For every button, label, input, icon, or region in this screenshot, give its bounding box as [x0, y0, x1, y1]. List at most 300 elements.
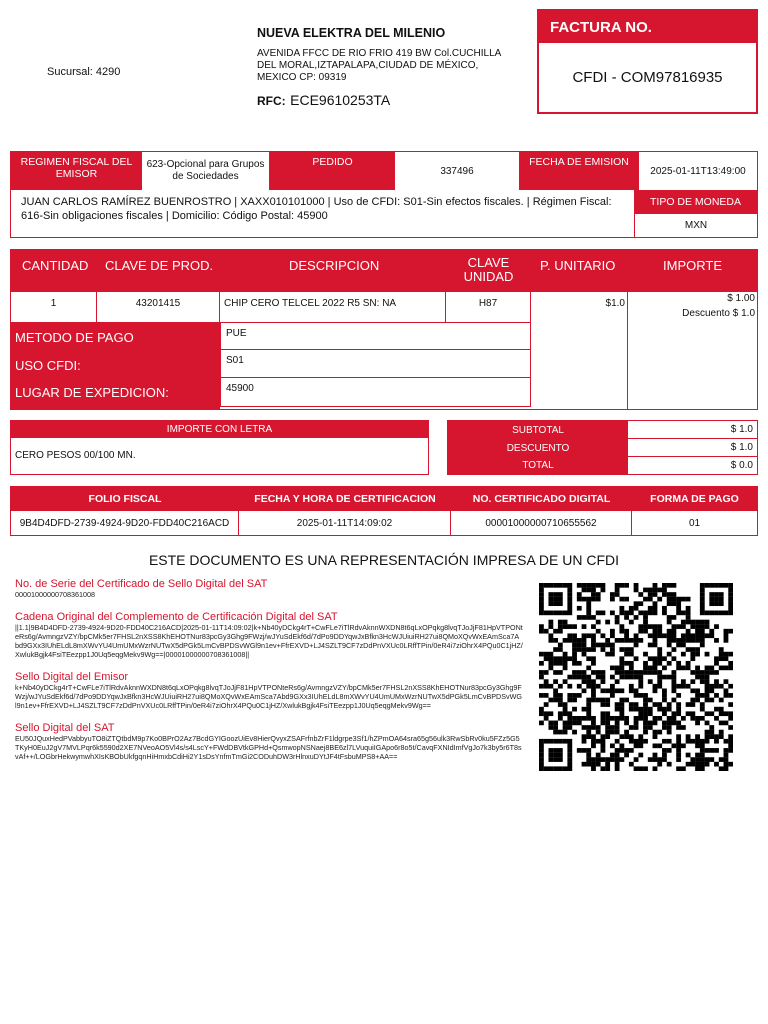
qr-module [700, 766, 705, 771]
qr-module [657, 588, 662, 593]
total-value: $ 0.0 [730, 460, 753, 471]
qr-module [671, 624, 676, 629]
qr-module [577, 583, 582, 588]
qr-module [638, 766, 643, 771]
qr-module [728, 725, 733, 730]
qr-module [619, 688, 624, 693]
qr-module [596, 730, 601, 735]
qr-module [686, 734, 691, 739]
qr-module [629, 620, 634, 625]
row-descuento: Descuento $ 1.0 [682, 308, 755, 319]
qr-module [676, 739, 681, 744]
qr-module [690, 739, 695, 744]
customer-text: JUAN CARLOS RAMÍREZ BUENROSTRO | XAXX010101000 | Uso de CFDI: S01-Sin efectos fiscales. | Régimen Fiscal: 616-Sin obligaciones fiscales | Domicilio: Código Postal: 45900 [21, 196, 612, 222]
qr-module [643, 666, 648, 671]
qr-module [728, 693, 733, 698]
qr-module [605, 734, 610, 739]
qr-module [653, 734, 658, 739]
qr-module [548, 638, 553, 643]
cert-header-forma: FORMA DE PAGO [650, 493, 739, 505]
qr-module [705, 721, 710, 726]
qr-module [671, 688, 676, 693]
qr-module [690, 688, 695, 693]
qr-module [634, 716, 639, 721]
qr-module [676, 624, 681, 629]
qr-module [690, 711, 695, 716]
serie-title: No. de Serie del Certificado de Sello Digital del SAT [15, 578, 268, 590]
qr-module [690, 679, 695, 684]
qr-module [676, 753, 681, 758]
qr-module [563, 702, 568, 707]
qr-module [657, 757, 662, 762]
qr-module [548, 748, 553, 753]
qr-module [676, 597, 681, 602]
qr-module [643, 766, 648, 771]
qr-module [662, 606, 667, 611]
qr-module [629, 647, 634, 652]
qr-module [601, 643, 606, 648]
qr-module [558, 592, 563, 597]
qr-module [539, 592, 544, 597]
qr-module [709, 633, 714, 638]
qr-module [705, 748, 710, 753]
qr-module [605, 652, 610, 657]
qr-module [610, 629, 615, 634]
qr-module [586, 679, 591, 684]
qr-module [643, 661, 648, 666]
qr-module [624, 753, 629, 758]
qr-module [648, 757, 653, 762]
qr-module [634, 707, 639, 712]
qr-module [705, 675, 710, 680]
qr-module [681, 684, 686, 689]
qr-module [667, 620, 672, 625]
qr-module [719, 647, 724, 652]
qr-module [705, 620, 710, 625]
qr-module [586, 707, 591, 712]
qr-module [586, 730, 591, 735]
qr-module [705, 679, 710, 684]
qr-module [671, 633, 676, 638]
qr-module [662, 698, 667, 703]
qr-module [671, 615, 676, 620]
qr-module [577, 592, 582, 597]
qr-module [563, 583, 568, 588]
qr-module [629, 748, 634, 753]
qr-module [662, 656, 667, 661]
qr-module [577, 606, 582, 611]
metodo-label: METODO DE PAGO [15, 330, 134, 345]
qr-module [586, 647, 591, 652]
qr-module [553, 629, 558, 634]
qr-module [615, 766, 620, 771]
qr-module [705, 633, 710, 638]
qr-module [638, 679, 643, 684]
sat-title: Sello Digital del SAT [15, 722, 115, 734]
qr-module [643, 730, 648, 735]
qr-module [662, 707, 667, 712]
qr-module [544, 583, 549, 588]
qr-module [648, 588, 653, 593]
qr-module [563, 666, 568, 671]
qr-module [624, 583, 629, 588]
qr-module [719, 711, 724, 716]
cert-header-certificado: NO. CERTIFICADO DIGITAL [472, 493, 611, 505]
amount-words-box [10, 420, 429, 475]
subtotal-label: SUBTOTAL [512, 424, 564, 436]
qr-module [596, 725, 601, 730]
qr-module [539, 762, 544, 767]
qr-module [634, 638, 639, 643]
qr-module [695, 652, 700, 657]
qr-module [634, 601, 639, 606]
qr-module [558, 661, 563, 666]
qr-module [567, 757, 572, 762]
currency-label: TIPO DE MONEDA [634, 190, 757, 214]
qr-module [558, 656, 563, 661]
qr-module [648, 670, 653, 675]
qr-module [653, 656, 658, 661]
descuento-value: $ 1.0 [628, 439, 757, 457]
qr-module [724, 611, 729, 616]
qr-module [596, 583, 601, 588]
qr-module [558, 693, 563, 698]
qr-module [596, 643, 601, 648]
qr-module [634, 702, 639, 707]
qr-module [572, 716, 577, 721]
qr-module [714, 716, 719, 721]
qr-module [686, 633, 691, 638]
qr-module [567, 762, 572, 767]
qr-module [605, 620, 610, 625]
qr-module [586, 702, 591, 707]
qr-module [728, 684, 733, 689]
qr-module [648, 611, 653, 616]
qr-module [548, 757, 553, 762]
qr-module [728, 652, 733, 657]
qr-module [667, 592, 672, 597]
qr-module [662, 757, 667, 762]
qr-module [582, 633, 587, 638]
qr-module [695, 698, 700, 703]
qr-module [638, 739, 643, 744]
currency-value: MXN [634, 214, 757, 237]
qr-module [567, 698, 572, 703]
qr-module [653, 670, 658, 675]
qr-module [667, 725, 672, 730]
qr-module [591, 638, 596, 643]
qr-module [582, 624, 587, 629]
qr-module [605, 643, 610, 648]
qr-module [657, 743, 662, 748]
qr-module [615, 688, 620, 693]
qr-module [695, 629, 700, 634]
qr-module [643, 716, 648, 721]
qr-module [548, 739, 553, 744]
qr-module [643, 725, 648, 730]
qr-module [586, 583, 591, 588]
qr-module [610, 725, 615, 730]
qr-module [695, 762, 700, 767]
qr-module [634, 757, 639, 762]
qr-module [572, 656, 577, 661]
qr-module [709, 711, 714, 716]
qr-module [686, 684, 691, 689]
qr-module [709, 688, 714, 693]
qr-module [539, 624, 544, 629]
qr-module [657, 633, 662, 638]
qr-module [563, 679, 568, 684]
qr-module [671, 601, 676, 606]
qr-module [624, 661, 629, 666]
qr-module [719, 730, 724, 735]
qr-module [724, 688, 729, 693]
table-row [11, 292, 757, 322]
qr-module [619, 743, 624, 748]
qr-module [624, 638, 629, 643]
qr-module [671, 675, 676, 680]
qr-module [700, 592, 705, 597]
qr-module [582, 652, 587, 657]
qr-module [700, 702, 705, 707]
qr-module [553, 766, 558, 771]
qr-module [601, 711, 606, 716]
qr-module [634, 588, 639, 593]
qr-module [586, 762, 591, 767]
qr-module [657, 675, 662, 680]
qr-module [648, 666, 653, 671]
qr-module [582, 615, 587, 620]
qr-module [567, 624, 572, 629]
qr-module [709, 725, 714, 730]
qr-module [553, 647, 558, 652]
qr-module [591, 679, 596, 684]
qr-module [705, 757, 710, 762]
qr-module [553, 638, 558, 643]
invoice-box [537, 9, 758, 114]
qr-module [596, 675, 601, 680]
qr-module [567, 606, 572, 611]
qr-module [539, 601, 544, 606]
qr-module [553, 725, 558, 730]
qr-module [709, 666, 714, 671]
qr-module [582, 748, 587, 753]
qr-module [591, 643, 596, 648]
qr-module [724, 693, 729, 698]
qr-module [619, 757, 624, 762]
qr-module [719, 656, 724, 661]
qr-module [648, 606, 653, 611]
qr-module [705, 734, 710, 739]
header-clave-prod: CLAVE DE PROD. [105, 258, 214, 273]
qr-module [728, 588, 733, 593]
qr-module [544, 711, 549, 716]
qr-module [638, 711, 643, 716]
qr-module [548, 753, 553, 758]
emisor-title: Sello Digital del Emisor [15, 671, 129, 683]
qr-module [610, 743, 615, 748]
qr-module [586, 597, 591, 602]
qr-module [638, 675, 643, 680]
qr-module [714, 748, 719, 753]
qr-module [553, 688, 558, 693]
qr-module [728, 629, 733, 634]
cadena-value: ||1.1|9B4D4DFD-2739-4924-9D20-FDD40C216ACD|2025-01-11T14:09:02|k+Nb40yDCkg4rT+CwFLe7iTlRdvAknnWXDN8t6qLxOPqkg8lvqTJoJjF81HpVTPONteRs6g/AvmngzVZY/bpCMk5er7FHSL2nXSS8KhEHOTNur83pcGy3Ghg9FWzj/wJYuSdEkf6d/7dPo9DDYqwJxBfkn3HcWJUiuiRH27ui8QMoXQvWxEAmSca7Abd9GXx3IUhELdL8mXWvYU4UmUMxWzrNUTwX5dPGk5LmCvBPDSvWGl9n1ev+FfrEXVD+LJ4SZLT9CF7zDdPnVXUc0LRffTPin/0eR4i7ziOhrX4PQu0C1jHZ/XwlukBgjk4FsiTEezpp1J0Uq5eqgMekv9Wg==|00001000000708361008|| [15, 623, 523, 659]
qr-module [572, 638, 577, 643]
qr-module [634, 656, 639, 661]
cert-value-fecha: 2025-01-11T14:09:02 [239, 511, 451, 535]
qr-module [558, 629, 563, 634]
invoice-number: CFDI - COM97816935 [572, 69, 723, 86]
qr-module [700, 643, 705, 648]
qr-module [582, 597, 587, 602]
qr-module [657, 652, 662, 657]
qr-module [719, 707, 724, 712]
qr-module [567, 711, 572, 716]
qr-module [709, 583, 714, 588]
company-name: NUEVA ELEKTRA DEL MILENIO [257, 26, 446, 40]
qr-module [724, 753, 729, 758]
qr-module [539, 629, 544, 634]
qr-module [558, 702, 563, 707]
row-unidad: H87 [445, 292, 531, 322]
qr-module [657, 597, 662, 602]
qr-module [596, 597, 601, 602]
cert-table [10, 486, 758, 536]
qr-module [544, 611, 549, 616]
qr-module [714, 739, 719, 744]
qr-module [700, 601, 705, 606]
qr-module [667, 629, 672, 634]
metodo-value: PUE [220, 322, 531, 350]
qr-module [601, 698, 606, 703]
qr-module [610, 716, 615, 721]
qr-module [719, 592, 724, 597]
qr-module [567, 611, 572, 616]
qr-module [567, 684, 572, 689]
qr-module [700, 588, 705, 593]
qr-module [671, 592, 676, 597]
qr-module [577, 597, 582, 602]
qr-module [653, 661, 658, 666]
qr-module [553, 698, 558, 703]
qr-module [700, 633, 705, 638]
qr-module [605, 730, 610, 735]
qr-module [615, 725, 620, 730]
qr-module [681, 620, 686, 625]
qr-module [572, 661, 577, 666]
qr-module [643, 615, 648, 620]
qr-module [548, 698, 553, 703]
qr-module [719, 597, 724, 602]
qr-module [586, 656, 591, 661]
qr-code-graphic [539, 583, 733, 771]
qr-module [690, 633, 695, 638]
qr-module [586, 611, 591, 616]
qr-module [619, 629, 624, 634]
qr-module [671, 698, 676, 703]
qr-module [615, 583, 620, 588]
qr-module [671, 716, 676, 721]
qr-module [653, 624, 658, 629]
qr-module [605, 716, 610, 721]
qr-module [709, 597, 714, 602]
qr-module [695, 721, 700, 726]
qr-module [695, 743, 700, 748]
qr-module [657, 707, 662, 712]
qr-module [629, 762, 634, 767]
qr-module [638, 684, 643, 689]
qr-module [591, 734, 596, 739]
qr-module [577, 716, 582, 721]
qr-module [610, 693, 615, 698]
qr-module [681, 643, 686, 648]
qr-module [700, 693, 705, 698]
qr-module [605, 725, 610, 730]
qr-module [648, 707, 653, 712]
qr-module [690, 647, 695, 652]
qr-module [553, 597, 558, 602]
qr-module [577, 647, 582, 652]
qr-module [586, 757, 591, 762]
qr-module [624, 670, 629, 675]
qr-module [624, 675, 629, 680]
qr-module [662, 633, 667, 638]
qr-module [601, 748, 606, 753]
cert-value-folio: 9B4D4DFD-2739-4924-9D20-FDD40C216ACD [11, 511, 239, 535]
qr-module [671, 684, 676, 689]
qr-module [558, 670, 563, 675]
qr-module [610, 757, 615, 762]
qr-module [709, 734, 714, 739]
qr-module [662, 688, 667, 693]
qr-module [539, 739, 544, 744]
qr-module [724, 666, 729, 671]
subtotal-value: $ 1.0 [628, 421, 757, 439]
qr-module [539, 748, 544, 753]
qr-module [586, 748, 591, 753]
qr-module [605, 638, 610, 643]
qr-module [558, 716, 563, 721]
qr-module [591, 615, 596, 620]
qr-module [690, 638, 695, 643]
qr-module [567, 633, 572, 638]
qr-module [662, 725, 667, 730]
qr-module [548, 711, 553, 716]
qr-module [591, 588, 596, 593]
qr-module [671, 638, 676, 643]
serie-value: 00001000000708361008 [15, 590, 95, 599]
qr-module [681, 652, 686, 657]
qr-module [643, 652, 648, 657]
qr-module [629, 638, 634, 643]
items-header [11, 250, 757, 292]
qr-module [700, 716, 705, 721]
qr-module [563, 656, 568, 661]
qr-module [634, 633, 639, 638]
qr-module [582, 670, 587, 675]
qr-module [700, 675, 705, 680]
qr-module [676, 643, 681, 648]
qr-module [657, 679, 662, 684]
qr-module [624, 647, 629, 652]
qr-module [714, 611, 719, 616]
qr-module [610, 652, 615, 657]
qr-module [676, 757, 681, 762]
qr-module [567, 743, 572, 748]
qr-module [596, 757, 601, 762]
qr-module [638, 707, 643, 712]
